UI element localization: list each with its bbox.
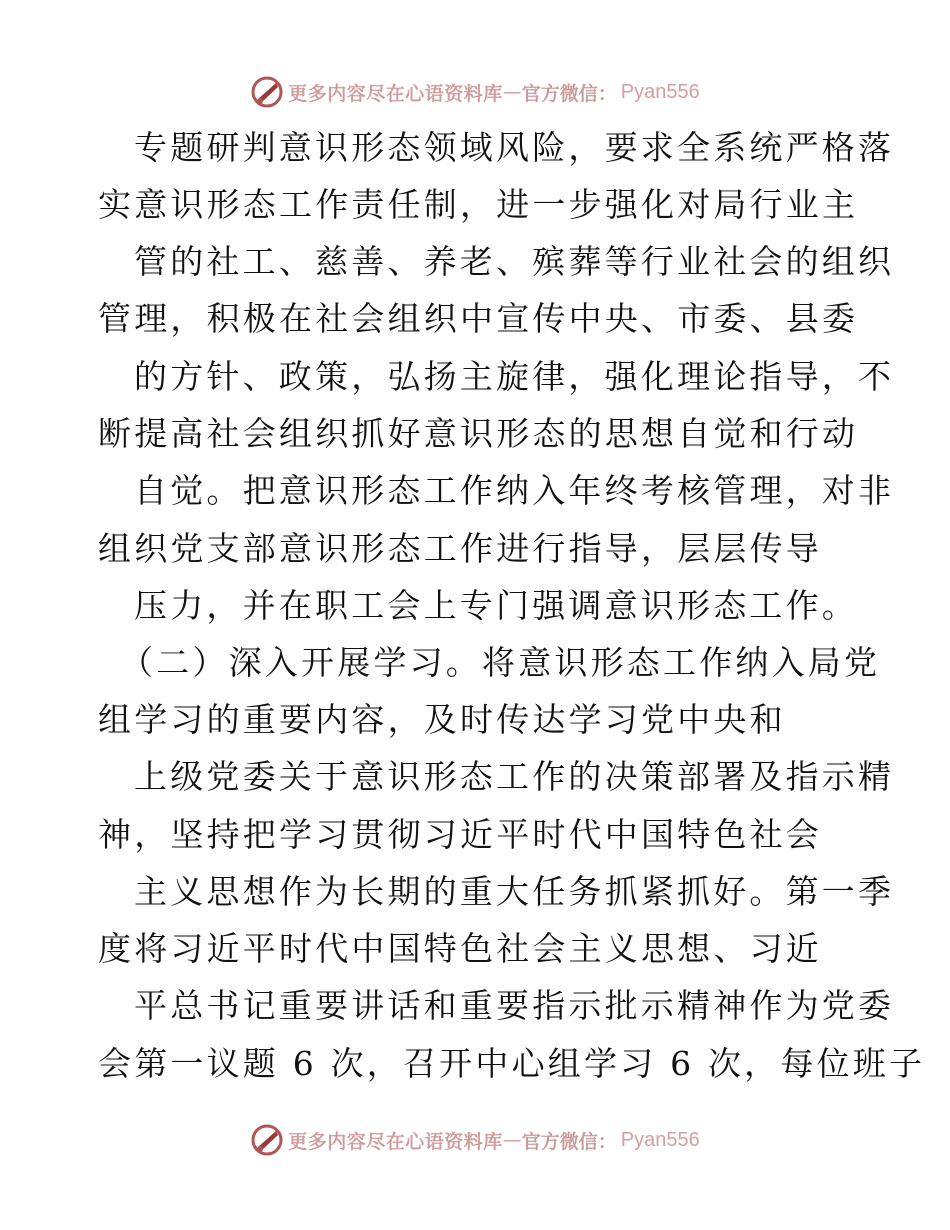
- watermark-wechat-label: 官方微信：: [521, 1130, 617, 1153]
- body-line-14: 主义思想作为长期的重大任务抓紧抓好。第一季: [134, 872, 895, 911]
- body-line-12: 上级党委关于意识形态工作的决策部署及指示精: [134, 757, 895, 796]
- watermark-main-text: 更多内容尽在心语资料库: [288, 82, 503, 105]
- watermark-wechat-id: Pyan556: [620, 80, 700, 103]
- body-line-4: 管理，积极在社会组织中宣传中央、市委、县委: [98, 299, 859, 338]
- body-line-17: 会第一议题 6 次，召开中心组学习 6 次，每位班子: [98, 1044, 926, 1083]
- body-line-3: 管的社工、慈善、养老、殡葬等行业社会的组织: [134, 242, 895, 281]
- body-line-7: 自觉。把意识形态工作纳入年终考核管理，对非: [134, 471, 895, 510]
- watermark-wechat-id: Pyan556: [620, 1128, 700, 1151]
- watermark-wechat-label: 官方微信：: [521, 82, 617, 105]
- body-line-10: （二）深入开展学习。将意识形态工作纳入局党: [120, 643, 881, 682]
- body-line-2: 实意识形态工作责任制，进一步强化对局行业主: [98, 185, 859, 224]
- body-line-13: 神，坚持把学习贯彻习近平时代中国特色社会: [98, 815, 822, 854]
- body-line-11: 组学习的重要内容，及时传达学习党中央和: [98, 700, 786, 739]
- body-line-9: 压力，并在职工会上专门强调意识形态工作。: [134, 586, 858, 625]
- body-line-16: 平总书记重要讲话和重要指示批示精神作为党委: [134, 986, 895, 1025]
- watermark-dash: —: [502, 81, 522, 103]
- watermark-dash: —: [502, 1129, 522, 1151]
- footer-watermark: [0, 1120, 950, 1160]
- body-line-1: 专题研判意识形态领域风险，要求全系统严格落: [134, 128, 895, 167]
- body-line-6: 断提高社会组织抓好意识形态的思想自觉和行动: [98, 414, 859, 453]
- body-line-8: 组织党支部意识形态工作进行指导，层层传导: [98, 529, 822, 568]
- watermark-main-text: 更多内容尽在心语资料库: [288, 1130, 503, 1153]
- body-line-15: 度将习近平时代中国特色社会主义思想、习近: [98, 929, 822, 968]
- logo-icon: [250, 1123, 284, 1157]
- body-line-5: 的方针、政策，弘扬主旋律，强化理论指导，不: [134, 357, 895, 396]
